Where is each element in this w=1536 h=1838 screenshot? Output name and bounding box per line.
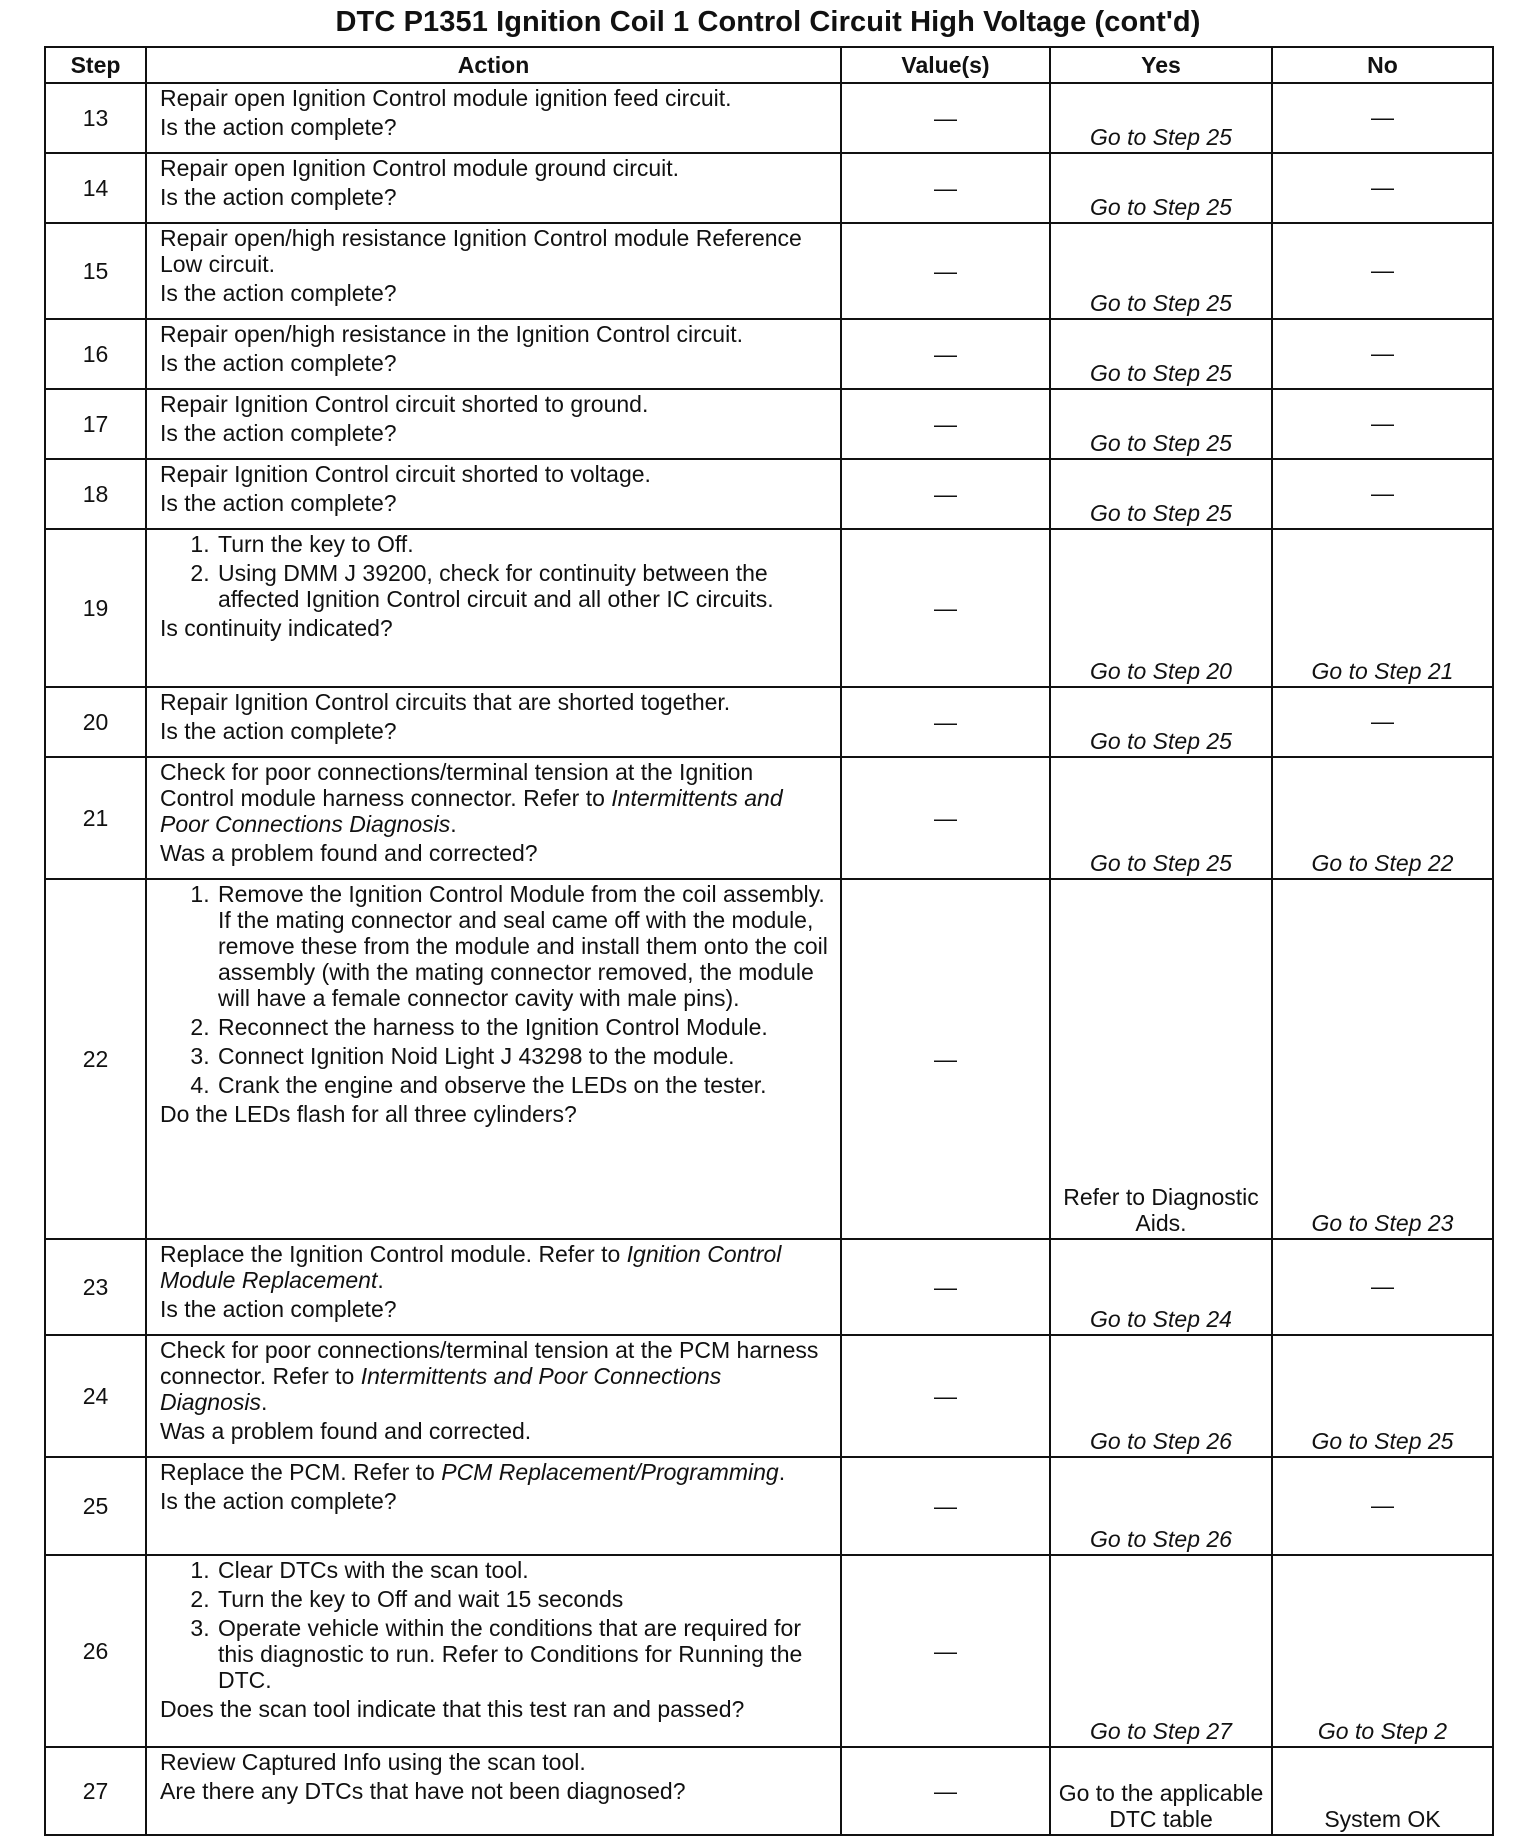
header-step: Step (45, 47, 146, 83)
yes-result: Go to Step 24 (1050, 1239, 1272, 1335)
step-number: 24 (45, 1335, 146, 1457)
procedure-step: 2. Using DMM J 39200, check for continuity between the affected Ignition Control circuit and all other IC circuits. (216, 560, 832, 612)
step-number: 13 (45, 83, 146, 153)
step-number: 27 (45, 1747, 146, 1835)
action-text (160, 85, 832, 111)
action-text-segment: . (377, 1267, 384, 1293)
procedure-step: 3. Operate vehicle within the conditions that are required for this diagnostic to run. Refer to Conditions for Running the DTC. (216, 1615, 832, 1693)
header-action: Action (146, 47, 841, 83)
action-cell (146, 1555, 841, 1747)
value-cell: — (841, 1747, 1050, 1835)
reference-link-text: Ignition Control Module Replacement (160, 1241, 782, 1293)
no-result: — (1272, 83, 1493, 153)
procedure-step: 1. Clear DTCs with the scan tool. (216, 1557, 832, 1583)
no-result: — (1272, 223, 1493, 319)
step-number: 16 (45, 319, 146, 389)
value-cell: — (841, 529, 1050, 687)
table-row (45, 1335, 1493, 1457)
no-result: Go to Step 2 (1272, 1555, 1493, 1747)
yes-result: Go to Step 26 (1050, 1335, 1272, 1457)
reference-link-text: Intermittents and Poor Connections Diagnosis (160, 785, 783, 837)
step-number: 23 (45, 1239, 146, 1335)
action-text (160, 689, 832, 715)
yes-result: Go to Step 26 (1050, 1457, 1272, 1555)
action-cell (146, 1747, 841, 1835)
action-question: Is the action complete? (160, 350, 397, 376)
action-text (160, 1337, 832, 1415)
action-question: Was a problem found and corrected. (160, 1418, 532, 1444)
action-text (160, 225, 832, 277)
yes-result: Go to Step 25 (1050, 319, 1272, 389)
action-text (160, 155, 832, 181)
yes-result: Go to Step 25 (1050, 687, 1272, 757)
no-result: Go to Step 25 (1272, 1335, 1493, 1457)
action-cell (146, 459, 841, 529)
header-no: No (1272, 47, 1493, 83)
no-result: — (1272, 389, 1493, 459)
step-number: 19 (45, 529, 146, 687)
action-question: Is the action complete? (160, 1488, 397, 1514)
yes-result: Go to Step 25 (1050, 223, 1272, 319)
no-result: — (1272, 1457, 1493, 1555)
action-text-segment: Repair open Ignition Control module ground circuit. (160, 155, 680, 181)
no-result: Go to Step 23 (1272, 879, 1493, 1239)
action-question: Is the action complete? (160, 420, 397, 446)
table-row (45, 1555, 1493, 1747)
page-title: DTC P1351 Ignition Coil 1 Control Circuit High Voltage (cont'd) (335, 6, 1201, 38)
action-question: Is the action complete? (160, 280, 397, 306)
action-question: Is the action complete? (160, 718, 397, 744)
no-result: System OK (1272, 1747, 1493, 1835)
procedure-step: 4. Crank the engine and observe the LEDs on the tester. (216, 1072, 832, 1098)
action-cell (146, 757, 841, 879)
yes-result: Refer to Diagnostic Aids. (1050, 879, 1272, 1239)
no-result: — (1272, 687, 1493, 757)
no-result: — (1272, 153, 1493, 223)
no-result: Go to Step 21 (1272, 529, 1493, 687)
step-number: 22 (45, 879, 146, 1239)
action-cell (146, 1239, 841, 1335)
value-cell: — (841, 757, 1050, 879)
action-cell (146, 389, 841, 459)
table-row (45, 153, 1493, 223)
procedure-list (160, 531, 832, 612)
yes-result: Go to Step 25 (1050, 83, 1272, 153)
step-number: 21 (45, 757, 146, 879)
action-question: Are there any DTCs that have not been diagnosed? (160, 1778, 686, 1804)
action-cell (146, 879, 841, 1239)
action-cell (146, 223, 841, 319)
no-result: Go to Step 22 (1272, 757, 1493, 879)
step-number: 14 (45, 153, 146, 223)
action-text-segment: Repair open Ignition Control module ignition feed circuit. (160, 85, 732, 111)
step-number: 26 (45, 1555, 146, 1747)
yes-result: Go to Step 20 (1050, 529, 1272, 687)
table-row (45, 1239, 1493, 1335)
table-row (45, 319, 1493, 389)
value-cell: — (841, 389, 1050, 459)
action-text-segment: . (261, 1389, 268, 1415)
action-question: Is continuity indicated? (160, 615, 393, 641)
step-number: 15 (45, 223, 146, 319)
action-question: Is the action complete? (160, 1296, 397, 1322)
table-row (45, 83, 1493, 153)
action-question: Does the scan tool indicate that this test ran and passed? (160, 1696, 745, 1722)
action-text (160, 1459, 832, 1485)
action-text (160, 321, 832, 347)
action-text-segment: . (778, 1459, 786, 1485)
action-text (160, 461, 832, 487)
table-body (45, 83, 1493, 1835)
action-cell (146, 1457, 841, 1555)
yes-result: Go to Step 25 (1050, 459, 1272, 529)
value-cell: — (841, 687, 1050, 757)
procedure-step: 1. Remove the Ignition Control Module from the coil assembly. If the mating connector and seal came off with the module, remove these from the module and install them onto the coil assembly (with the mating connector removed, the module will have a female connector cavity with male pins). (216, 881, 832, 1011)
action-text-segment: Repair Ignition Control circuits that are shorted together. (160, 689, 731, 715)
procedure-list (160, 1557, 832, 1693)
step-number: 25 (45, 1457, 146, 1555)
no-result: — (1272, 1239, 1493, 1335)
procedure-step: 2. Reconnect the harness to the Ignition Control Module. (216, 1014, 832, 1040)
value-cell: — (841, 1457, 1050, 1555)
action-text-segment: Check for poor connections/terminal tension at the Ignition Control module harness connector. Refer to (160, 759, 754, 811)
action-cell (146, 1335, 841, 1457)
action-text (160, 1749, 832, 1775)
action-text-segment: Replace the PCM. Refer to (160, 1459, 442, 1485)
value-cell: — (841, 1335, 1050, 1457)
action-cell (146, 83, 841, 153)
action-text-segment: Review Captured Info using the scan tool. (160, 1749, 586, 1775)
action-text-segment: Check for poor connections/terminal tension at the PCM harness connector. Refer to (160, 1337, 819, 1389)
table-row (45, 1747, 1493, 1835)
action-cell (146, 153, 841, 223)
action-cell (146, 319, 841, 389)
header-values: Value(s) (841, 47, 1050, 83)
table-row (45, 529, 1493, 687)
yes-result: Go to Step 25 (1050, 153, 1272, 223)
value-cell: — (841, 879, 1050, 1239)
table-row (45, 757, 1493, 879)
action-text-segment: . (450, 811, 457, 837)
procedure-step: 2. Turn the key to Off and wait 15 seconds (216, 1586, 832, 1612)
table-row (45, 389, 1493, 459)
action-text (160, 391, 832, 417)
value-cell: — (841, 1555, 1050, 1747)
action-text-segment: Repair Ignition Control circuit shorted to voltage. (160, 461, 651, 487)
no-result: — (1272, 319, 1493, 389)
reference-link-text: PCM Replacement/Programming (441, 1459, 779, 1485)
diagnostic-table (44, 46, 1494, 1836)
value-cell: — (841, 153, 1050, 223)
table-header-row (45, 47, 1493, 83)
action-text-segment: Repair open/high resistance Ignition Control module Reference Low circuit. (160, 225, 802, 277)
action-cell (146, 529, 841, 687)
action-question: Is the action complete? (160, 490, 397, 516)
action-question: Is the action complete? (160, 114, 397, 140)
no-result: — (1272, 459, 1493, 529)
action-question: Is the action complete? (160, 184, 397, 210)
table-row (45, 1457, 1493, 1555)
table-row (45, 879, 1493, 1239)
procedure-list (160, 881, 832, 1098)
reference-link-text: Intermittents and Poor Connections Diagnosis (160, 1363, 722, 1415)
table-row (45, 459, 1493, 529)
yes-result: Go to Step 25 (1050, 389, 1272, 459)
value-cell: — (841, 223, 1050, 319)
step-number: 20 (45, 687, 146, 757)
procedure-step: 3. Connect Ignition Noid Light J 43298 to the module. (216, 1043, 832, 1069)
action-question: Do the LEDs flash for all three cylinders? (160, 1101, 577, 1127)
value-cell: — (841, 459, 1050, 529)
action-text (160, 1241, 832, 1293)
table-row (45, 687, 1493, 757)
value-cell: — (841, 319, 1050, 389)
yes-result: Go to Step 25 (1050, 757, 1272, 879)
action-text-segment: Repair open/high resistance in the Ignition Control circuit. (160, 321, 743, 347)
table-row (45, 223, 1493, 319)
value-cell: — (841, 1239, 1050, 1335)
action-text-segment: Repair Ignition Control circuit shorted to ground. (160, 391, 649, 417)
yes-result: Go to Step 27 (1050, 1555, 1272, 1747)
action-cell (146, 687, 841, 757)
step-number: 17 (45, 389, 146, 459)
action-text (160, 759, 832, 837)
yes-result: Go to the applicable DTC table (1050, 1747, 1272, 1835)
procedure-step: 1. Turn the key to Off. (216, 531, 832, 557)
header-yes: Yes (1050, 47, 1272, 83)
value-cell: — (841, 83, 1050, 153)
step-number: 18 (45, 459, 146, 529)
action-text-segment: Replace the Ignition Control module. Refer to (160, 1241, 627, 1267)
action-question: Was a problem found and corrected? (160, 840, 538, 866)
